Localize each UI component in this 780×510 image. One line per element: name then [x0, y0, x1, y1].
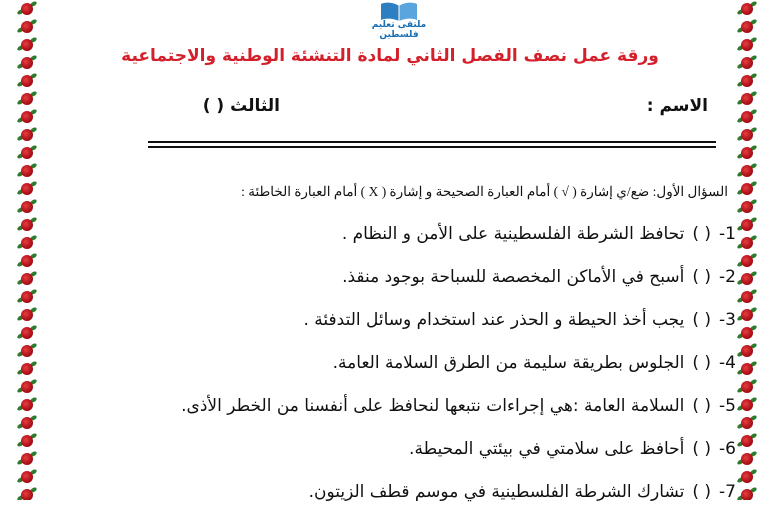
- site-logo: [354, 0, 444, 40]
- rose-ornament: [739, 253, 755, 269]
- rose-ornament: [739, 1, 755, 17]
- item-text: أسبح في الأماكن المخصصة للسباحة بوجود منقذ.: [342, 267, 685, 287]
- rose-ornament: [19, 307, 35, 323]
- answer-box[interactable]: ( ): [692, 439, 712, 459]
- rose-ornament: [739, 451, 755, 467]
- student-info-row: [60, 96, 720, 122]
- item-text: تحافظ الشرطة الفلسطينية على الأمن و النظام .: [341, 224, 685, 244]
- list-item: [60, 267, 736, 295]
- rose-ornament: [739, 109, 755, 125]
- double-line-separator: [148, 141, 716, 155]
- rose-ornament: [739, 487, 755, 500]
- rose-ornament: [19, 469, 35, 485]
- item-text: يجب أخذ الحيطة و الحذر عند استخدام وسائل التدفئة .: [303, 310, 685, 330]
- item-text: السلامة العامة :هي إجراءات نتبعها لنحافظ على أنفسنا من الخطر الأذى.: [181, 396, 685, 416]
- answer-box[interactable]: ( ): [692, 482, 712, 502]
- item-text: الجلوس بطريقة سليمة من الطرق السلامة العامة.: [332, 353, 685, 373]
- rose-ornament: [739, 127, 755, 143]
- list-item: [60, 224, 736, 252]
- rose-ornament: [739, 199, 755, 215]
- left-floral-border: [14, 0, 40, 500]
- rose-ornament: [739, 289, 755, 305]
- rose-ornament: [739, 307, 755, 323]
- item-text: تشارك الشرطة الفلسطينية في موسم قطف الزيتون.: [308, 482, 685, 502]
- rose-ornament: [739, 19, 755, 35]
- rose-ornament: [739, 415, 755, 431]
- rose-ornament: [19, 415, 35, 431]
- rose-ornament: [19, 109, 35, 125]
- rose-ornament: [19, 127, 35, 143]
- rose-ornament: [739, 397, 755, 413]
- rose-ornament: [739, 361, 755, 377]
- rose-ornament: [19, 379, 35, 395]
- rose-ornament: [739, 73, 755, 89]
- item-text: أحافظ على سلامتي في بيئتي المحيطة.: [409, 439, 685, 459]
- rose-ornament: [739, 145, 755, 161]
- name-label: الاسم :: [646, 96, 708, 116]
- logo-text: ملتقى تعليم فلسطين: [371, 20, 427, 40]
- rose-ornament: [739, 433, 755, 449]
- list-item: [60, 482, 736, 510]
- rose-ornament: [739, 343, 755, 359]
- rose-ornament: [19, 343, 35, 359]
- rose-ornament: [19, 73, 35, 89]
- rose-ornament: [19, 37, 35, 53]
- rose-ornament: [739, 163, 755, 179]
- open-book-icon: [379, 0, 419, 22]
- rose-ornament: [19, 55, 35, 71]
- rose-ornament: [19, 487, 35, 500]
- rose-ornament: [739, 91, 755, 107]
- answer-box[interactable]: ( ): [692, 396, 712, 416]
- rose-ornament: [739, 55, 755, 71]
- rose-ornament: [19, 163, 35, 179]
- rose-ornament: [19, 19, 35, 35]
- rose-ornament: [739, 235, 755, 251]
- rose-ornament: [19, 325, 35, 341]
- list-item: [60, 310, 736, 338]
- grade-label: الثالث ( ): [202, 96, 280, 116]
- rose-ornament: [19, 289, 35, 305]
- rose-ornament: [19, 181, 35, 197]
- rose-ornament: [19, 235, 35, 251]
- rose-ornament: [739, 271, 755, 287]
- rose-ornament: [19, 397, 35, 413]
- rose-ornament: [19, 253, 35, 269]
- rose-ornament: [19, 91, 35, 107]
- right-floral-border: [734, 0, 760, 500]
- rose-ornament: [739, 379, 755, 395]
- rose-ornament: [739, 37, 755, 53]
- list-item: [60, 353, 736, 381]
- rose-ornament: [19, 217, 35, 233]
- answer-box[interactable]: ( ): [692, 224, 712, 244]
- worksheet-title: ورقة عمل نصف الفصل الثاني لمادة التنشئة الوطنية والاجتماعية: [121, 46, 659, 66]
- answer-box[interactable]: ( ): [692, 353, 712, 373]
- rose-ornament: [19, 451, 35, 467]
- item-number: 3-: [719, 310, 736, 330]
- item-number: 2-: [719, 267, 736, 287]
- rose-ornament: [19, 433, 35, 449]
- rose-ornament: [19, 199, 35, 215]
- list-item: [60, 396, 736, 424]
- item-number: 7-: [719, 482, 736, 502]
- list-item: [60, 439, 736, 467]
- rose-ornament: [19, 271, 35, 287]
- rose-ornament: [19, 1, 35, 17]
- question-instruction: السؤال الأول: ضع/ي إشارة ( √ ) أمام العبارة الصحيحة و إشارة ( X ) أمام العبارة الخاطئة :: [241, 184, 728, 199]
- rose-ornament: [19, 145, 35, 161]
- rose-ornament: [739, 217, 755, 233]
- rose-ornament: [739, 181, 755, 197]
- item-number: 5-: [719, 396, 736, 416]
- answer-box[interactable]: ( ): [692, 267, 712, 287]
- rose-ornament: [19, 361, 35, 377]
- item-number: 6-: [719, 439, 736, 459]
- item-number: 4-: [719, 353, 736, 373]
- rose-ornament: [739, 469, 755, 485]
- rose-ornament: [739, 325, 755, 341]
- item-number: 1-: [719, 224, 736, 244]
- answer-box[interactable]: ( ): [692, 310, 712, 330]
